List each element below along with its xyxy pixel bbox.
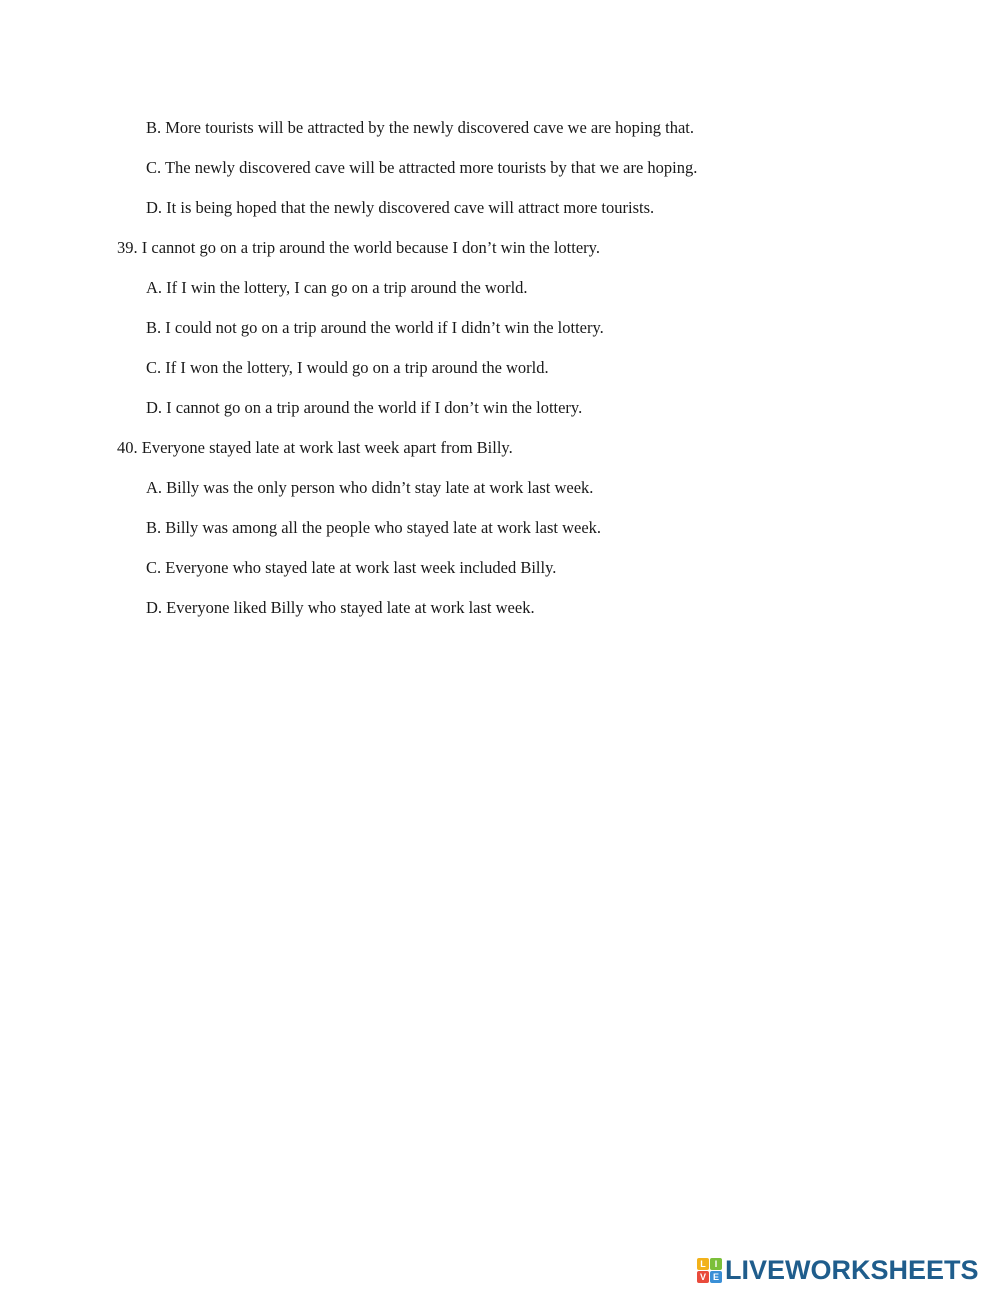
question-40-stem: 40. Everyone stayed late at work last week apart from Billy. xyxy=(117,438,513,457)
question-40-option-b: B. Billy was among all the people who stayed late at work last week. xyxy=(146,518,602,537)
question-39-option-a: A. If I win the lottery, I can go on a trip around the world. xyxy=(146,278,528,297)
logo-mark-tile: V xyxy=(697,1271,709,1283)
liveworksheets-logo xyxy=(697,1256,979,1284)
question-40-option-d: D. Everyone liked Billy who stayed late at work last week. xyxy=(146,598,535,617)
logo-mark-tile: E xyxy=(710,1271,722,1283)
logo-mark-icon xyxy=(697,1258,722,1283)
question-38-option-c: C. The newly discovered cave will be attracted more tourists by that we are hoping. xyxy=(146,158,698,177)
logo-text: LIVEWORKSHEETS xyxy=(725,1254,979,1285)
question-40-option-c: C. Everyone who stayed late at work last week included Billy. xyxy=(146,558,557,577)
logo-mark-tile: I xyxy=(710,1258,722,1270)
logo-mark-tile: L xyxy=(697,1258,709,1270)
question-39-stem: 39. I cannot go on a trip around the world because I don’t win the lottery. xyxy=(117,238,600,257)
question-38-option-b: B. More tourists will be attracted by the newly discovered cave we are hoping that. xyxy=(146,118,694,137)
question-39-option-d: D. I cannot go on a trip around the world if I don’t win the lottery. xyxy=(146,398,583,417)
question-39-option-b: B. I could not go on a trip around the world if I didn’t win the lottery. xyxy=(146,318,604,337)
question-39-option-c: C. If I won the lottery, I would go on a trip around the world. xyxy=(146,358,549,377)
question-38-option-d: D. It is being hoped that the newly discovered cave will attract more tourists. xyxy=(146,198,655,217)
question-40-option-a: A. Billy was the only person who didn’t stay late at work last week. xyxy=(146,478,594,497)
